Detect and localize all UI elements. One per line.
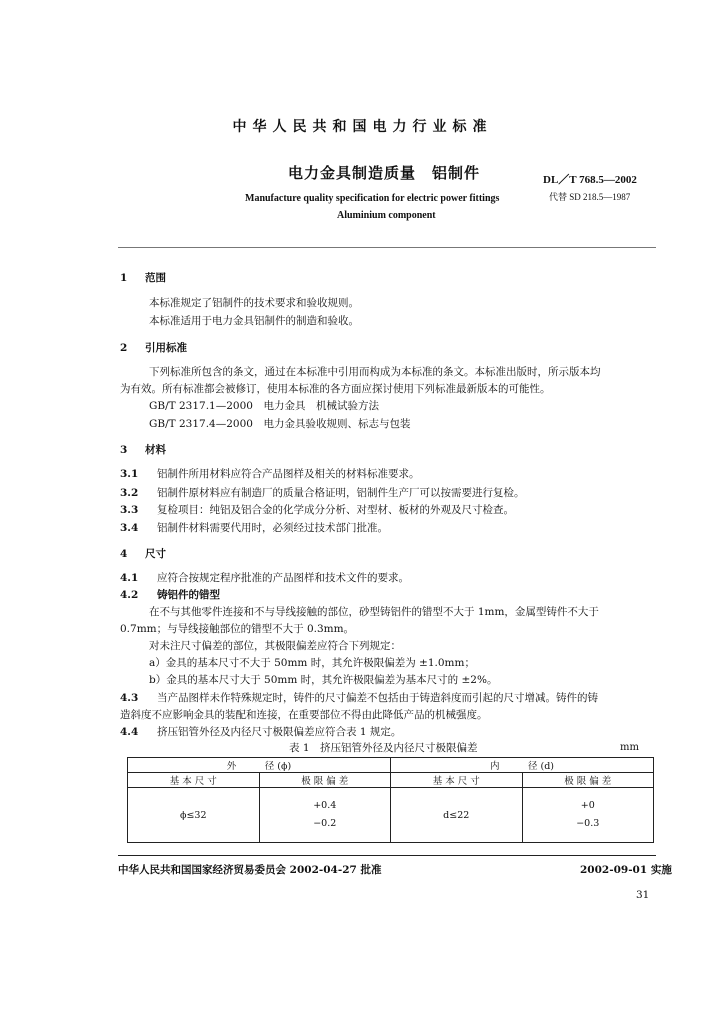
implementation-date: 2002-09-01 实施: [580, 864, 672, 876]
item-3-2: 3.2 铝制件原材料应有制造厂的质量合格证明，铝制件生产厂可以按需要进行复检。: [120, 487, 525, 499]
item-3-3: 3.3 复检项目：纯铝及铝合金的化学成分分析、对型材、板材的外观及尺寸检查。: [120, 504, 514, 516]
inner-diameter-header: 内 径 (d): [391, 758, 654, 773]
section-3-heading: 3 材料: [120, 444, 166, 456]
table-caption: 表 1 挤压铝管外径及内径尺寸极限偏差: [289, 742, 478, 754]
outer-basic-size: ϕ≤32: [128, 788, 260, 843]
item-4-2-rule-a: a）金具的基本尺寸不大于 50mm 时，其允许极限偏差为 ±1.0mm；: [149, 657, 475, 669]
footer-divider: [118, 855, 656, 856]
section-1-paragraph-1: 本标准规定了铝制件的技术要求和验收规则。: [149, 297, 359, 309]
table-row: [128, 788, 654, 843]
item-4-2-paragraph-line-2: 0.7mm；与导线接触部位的错型不大于 0.3mm。: [120, 623, 355, 635]
item-4-3-line-1: 4.3 当产品图样未作特殊规定时，铸件的尺寸偏差不包括由于铸造斜度而引起的尺寸增减。铸件的铸: [120, 692, 598, 704]
english-title-line-2: Aluminium component: [337, 210, 436, 221]
section-4-heading: 4 尺寸: [120, 548, 166, 560]
section-1-paragraph-2: 本标准适用于电力金具铝制件的制造和验收。: [149, 315, 359, 327]
standard-category-header: 中华人民共和国电力行业标准: [232, 119, 493, 135]
item-4-3-line-2: 造斜度不应影响金具的装配和连接，在重要部位不得由此降低产品的机械强度。: [120, 709, 488, 721]
item-4-2-paragraph-line-1: 在不与其他零件连接和不与导线接触的部位，砂型铸铝件的错型不大于 1mm，金属型铸件不大于: [149, 606, 599, 618]
section-2-paragraph-line-1: 下列标准所包含的条文，通过在本标准中引用而构成为本标准的条文。本标准出版时，所示版本均: [149, 366, 601, 378]
inner-tolerance: +0 −0.3: [522, 788, 654, 843]
table-unit: mm: [620, 742, 639, 753]
item-4-2-paragraph-2: 对未注尺寸偏差的部位，其极限偏差应符合下列规定：: [149, 640, 401, 652]
item-3-1: 3.1 铝制件所用材料应符合产品图样及相关的材料标准要求。: [120, 468, 420, 480]
outer-tolerance-header: 极 限 偏 差: [259, 773, 391, 788]
outer-tolerance: +0.4 −0.2: [259, 788, 391, 843]
replaces-standard: 代替 SD 218.5—1987: [549, 192, 631, 202]
inner-basic-size-header: 基 本 尺 寸: [391, 773, 523, 788]
reference-standard-2: GB/T 2317.4—2000 电力金具验收规则、标志与包装: [149, 418, 411, 430]
section-2-heading: 2 引用标准: [120, 342, 187, 354]
inner-tolerance-header: 极 限 偏 差: [522, 773, 654, 788]
item-3-4: 3.4 铝制件材料需要代用时，必须经过技术部门批准。: [120, 522, 388, 534]
section-2-paragraph-line-2: 为有效。所有标准都会被修订，使用本标准的各方面应探讨使用下列标准最新版本的可能性。: [120, 383, 551, 395]
reference-standard-1: GB/T 2317.1—2000 电力金具 机械试验方法: [149, 400, 379, 412]
page-number: 31: [636, 889, 650, 901]
header-divider: [118, 247, 656, 248]
item-4-1: 4.1 应符合按规定程序批准的产品图样和技术文件的要求。: [120, 572, 409, 584]
item-4-2-rule-b: b）金具的基本尺寸大于 50mm 时，其允许极限偏差为基本尺寸的 ±2%。: [149, 674, 498, 686]
standard-code: DL／T 768.5—2002: [543, 174, 637, 186]
outer-diameter-header: 外 径 (ϕ): [128, 758, 391, 773]
tolerance-table: [127, 757, 654, 843]
document-title: 电力金具制造质量 铝制件: [288, 164, 481, 182]
item-4-4: 4.4 挤压铝管外径及内径尺寸极限偏差应符合表 1 规定。: [120, 726, 402, 738]
item-4-2: 4.2 铸铝件的错型: [120, 589, 220, 601]
inner-basic-size: d≤22: [391, 788, 523, 843]
english-title-line-1: Manufacture quality specification for electric power fittings: [245, 193, 500, 204]
approval-note: 中华人民共和国国家经济贸易委员会 2002-04-27 批准: [118, 864, 382, 876]
outer-basic-size-header: 基 本 尺 寸: [128, 773, 260, 788]
section-1-heading: 1 范围: [120, 272, 166, 284]
